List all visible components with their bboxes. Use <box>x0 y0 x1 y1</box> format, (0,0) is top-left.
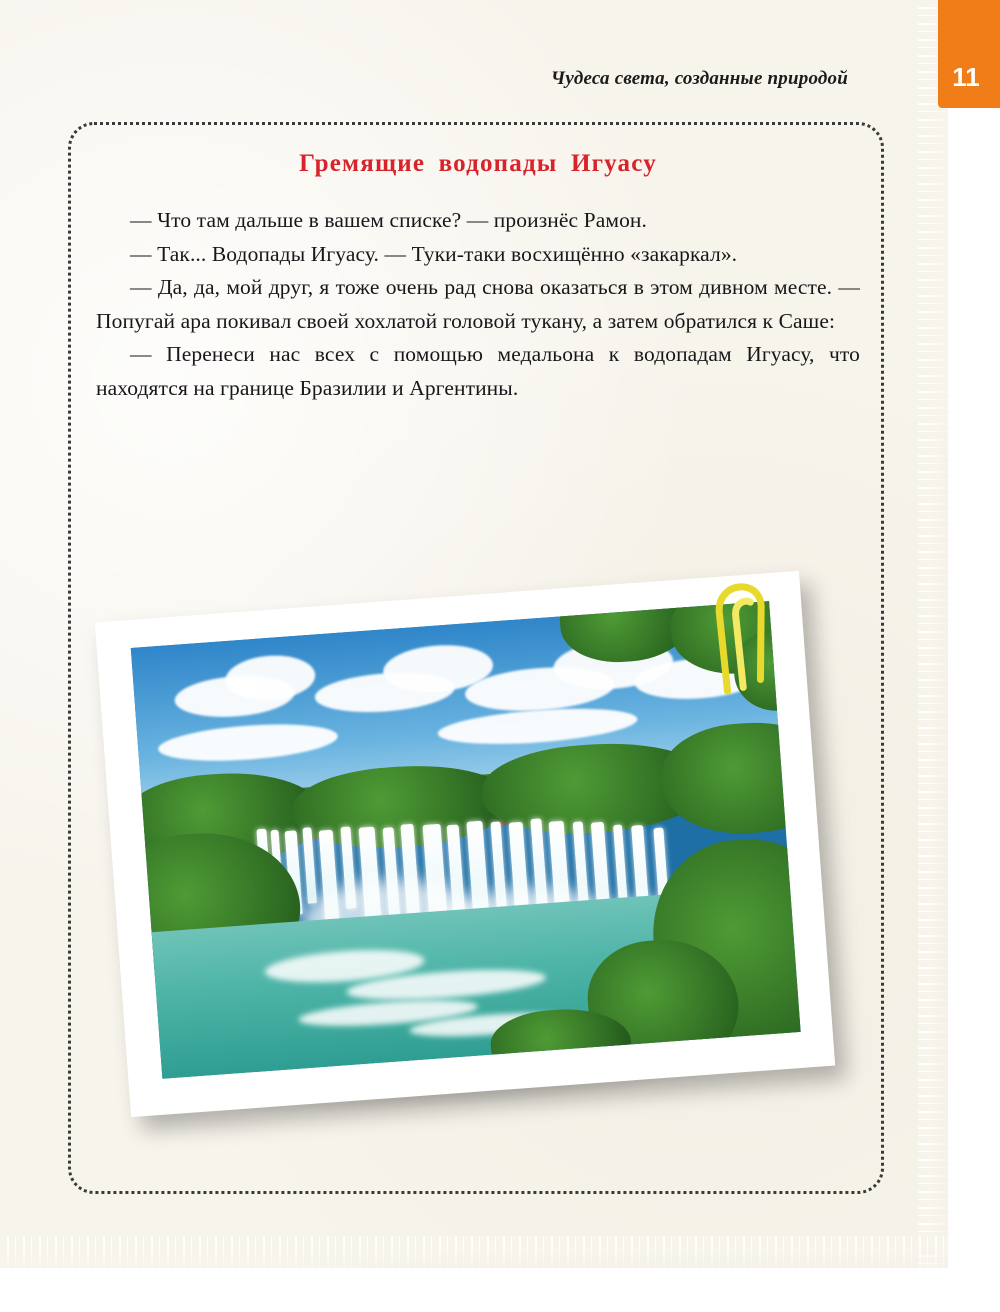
paper-torn-edge-bottom <box>0 1236 948 1272</box>
iguazu-falls-photo <box>131 601 801 1079</box>
photo-block <box>112 596 836 1136</box>
page-number: 11 <box>952 62 980 92</box>
page-number-tab <box>938 0 1000 108</box>
article-content <box>96 150 860 405</box>
paragraph: — Перенеси нас всех с помощью медальона к водопадам Игуасу, что находятся на границе Бразилии и Аргентины. <box>96 342 860 400</box>
paperclip-icon <box>694 575 776 702</box>
paper-torn-edge-right <box>918 0 952 1268</box>
article-title: Гремящие водопады Игуасу <box>299 150 657 177</box>
running-head: Чудеса света, созданные природой <box>550 68 848 89</box>
paragraph: — Что там дальше в вашем списке? — произнёс Рамон. <box>130 208 648 232</box>
paragraph: — Так... Водопады Игуасу. — Туки-таки восхищённо «закаркал». <box>130 241 738 266</box>
paragraph: — Да, да, мой друг, я тоже очень рад снова оказаться в этом дивном месте. — Попугай ара покивал своей хохлатой головой тукану, а затем обратился к Саше: <box>96 275 860 333</box>
